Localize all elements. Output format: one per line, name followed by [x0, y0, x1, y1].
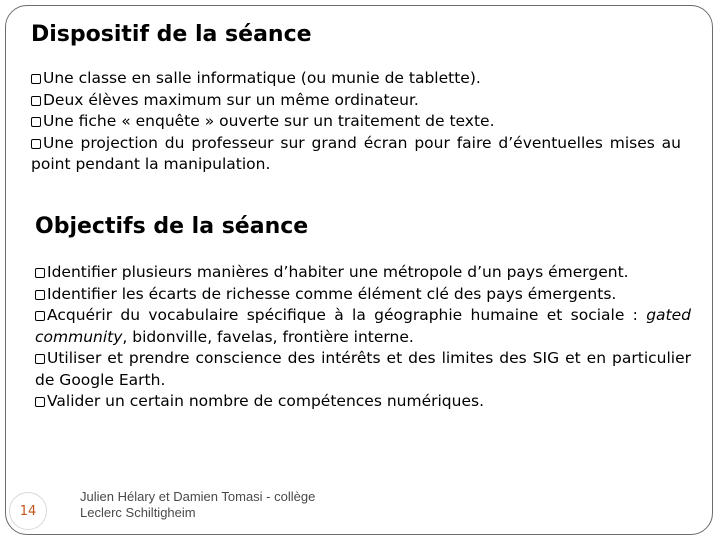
dispositif-list: [31, 68, 681, 176]
footer-author: Julien Hélary et Damien Tomasi - collège Leclerc Schiltigheim: [80, 489, 316, 520]
list-item: Une fiche « enquête » ouverte sur un traitement de texte.: [31, 111, 681, 133]
list-item: Acquérir du vocabulaire spécifique à la géographie humaine et sociale : gated community, bidonville, favelas, frontière interne.: [35, 306, 691, 346]
section-title-dispositif: Dispositif de la séance: [31, 22, 312, 47]
objectifs-list: [35, 262, 691, 413]
checkbox-bullet-icon: [31, 96, 41, 106]
checkbox-bullet-icon: [35, 397, 45, 407]
slide-number: 14: [9, 492, 47, 530]
list-item: Une classe en salle informatique (ou munie de tablette).: [31, 68, 681, 90]
checkbox-bullet-icon: [31, 74, 41, 84]
list-item: Identifier les écarts de richesse comme élément clé des pays émergents.: [35, 284, 691, 306]
checkbox-bullet-icon: [35, 354, 45, 364]
list-item: Identifier plusieurs manières d’habiter une métropole d’un pays émergent.: [35, 262, 691, 284]
section-title-objectifs: Objectifs de la séance: [35, 214, 309, 239]
checkbox-bullet-icon: [35, 268, 45, 278]
checkbox-bullet-icon: [35, 290, 45, 300]
list-item: Valider un certain nombre de compétences numériques.: [35, 391, 691, 413]
checkbox-bullet-icon: [35, 311, 45, 321]
list-item: Une projection du professeur sur grand écran pour faire d’éventuelles mises au point pendant la manipulation.: [31, 133, 681, 173]
list-item: Deux élèves maximum sur un même ordinateur.: [31, 90, 681, 112]
emphasis-term: gated community: [35, 306, 691, 346]
checkbox-bullet-icon: [31, 117, 41, 127]
list-item: Utiliser et prendre conscience des intérêts et des limites des SIG et en particulier de Google Earth.: [35, 349, 691, 389]
checkbox-bullet-icon: [31, 139, 41, 149]
